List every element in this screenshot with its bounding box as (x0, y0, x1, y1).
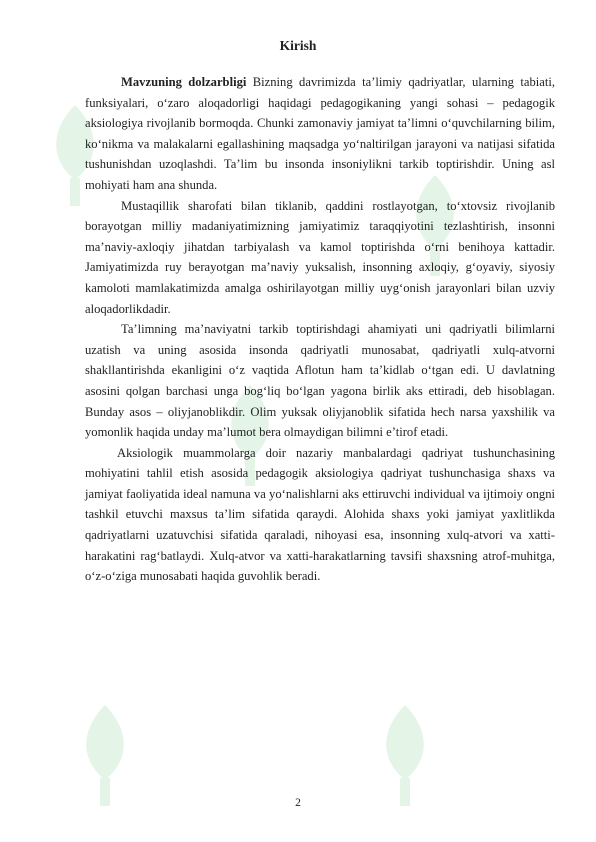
page-title: Kirish (279, 38, 317, 53)
paragraph-education (85, 319, 555, 443)
paragraph-axiology (85, 443, 555, 587)
paragraph-text: Bizning davrimizda ta’limiy qadriyatlar, ularning tabiati, funksiyalari, o‘zaro aloqadorligi haqidagi pedagogikaning yangi sohasi – pedagogik aksiologiya rivojlanib bormoqda. Chunki zamonaviy jamiyat ta’limni o‘quvchilarning bilim, ko‘nikma va malakalarni egallashining maqsadga yo‘naltirilgan jarayoni va natijasi sifatida tushunishdan uzoqlashdi. Ta’lim bu insonda insoniylikni tarkib toptirishdir. Uning asl mohiyati ham ana shunda. (85, 75, 555, 192)
paragraph-lead: Mavzuning dolzarbligi (121, 75, 247, 89)
paragraph-independence (85, 196, 555, 320)
green-leaf-logo-icon (70, 700, 140, 810)
page-number: 2 (295, 797, 301, 809)
green-leaf-logo-icon (370, 700, 440, 810)
paragraph-relevance (85, 72, 555, 196)
body-text (85, 72, 555, 587)
paragraph-text: Ta’limning ma’naviyatni tarkib toptirishdagi ahamiyati uni qadriyatli bilimlarni uzatish va uning asosida insonda qadriyatli munosabat, qadriyatli xulq-atvorni shakllantirishda ekanligini o‘z vaqtida Aflotun ham ta’kidlab o‘tgan edi. U davlatning asosini qolgan barchasi unga bog‘liq bo‘lgan yagona birlik aks ettiradi, deb hisoblagan. Bunday asos – oliyjanoblikdir. Olim yuksak oliyjanoblik sifatida hech narsa yaxshilik va yomonlik haqida unday ma’lumot bera olmaydigan bilimni e’tirof etadi. (85, 322, 555, 440)
paragraph-text: Aksiologik muammolarga doir nazariy manbalardagi qadriyat tushunchasining mohiyatini tahlil etish asosida pedagogik aksiologiya qadriyat tushunchasiga shaxs va jamiyat faoliyatida ideal namuna va yo‘nalishlarni aks ettiruvchi individual va ijtimoiy ongni tashkil etuvchi maxsus ta’lim sifatida qaraydi. Alohida shaxs yoki jamiyat yaxlitlikda qadriyatlarni uzatuvchisi sifatida qaraladi, nihoyasi esa, insonning xulq-atvori va xatti-harakatini rag‘batlaydi. Xulq-atvor va xatti-harakatlarning tavsifi shaxsning atrof-muhitga, o‘z-o‘ziga munosabati haqida guvohlik beradi. (85, 445, 555, 584)
paragraph-text: Mustaqillik sharofati bilan tiklanib, qaddini rostlayotgan, to‘xtovsiz rivojlanib borayotgan milliy madaniyatimizning jamiyatimiz taraqqiyotini tezlashtirish, insonni ma’naviy-axloqiy jihatdan tarbiyalash va kamol toptirishda o‘rni benihoya kattadir. Jamiyatimizda ruy berayotgan ma’naviy yuksalish, insonning axloqiy, g‘oyaviy, siyosiy kamoloti mamlakatimizda amalga oshirilayotgan milliy uyg‘onish jarayonlari bilan uzviy aloqadorlikdadir. (85, 198, 555, 316)
